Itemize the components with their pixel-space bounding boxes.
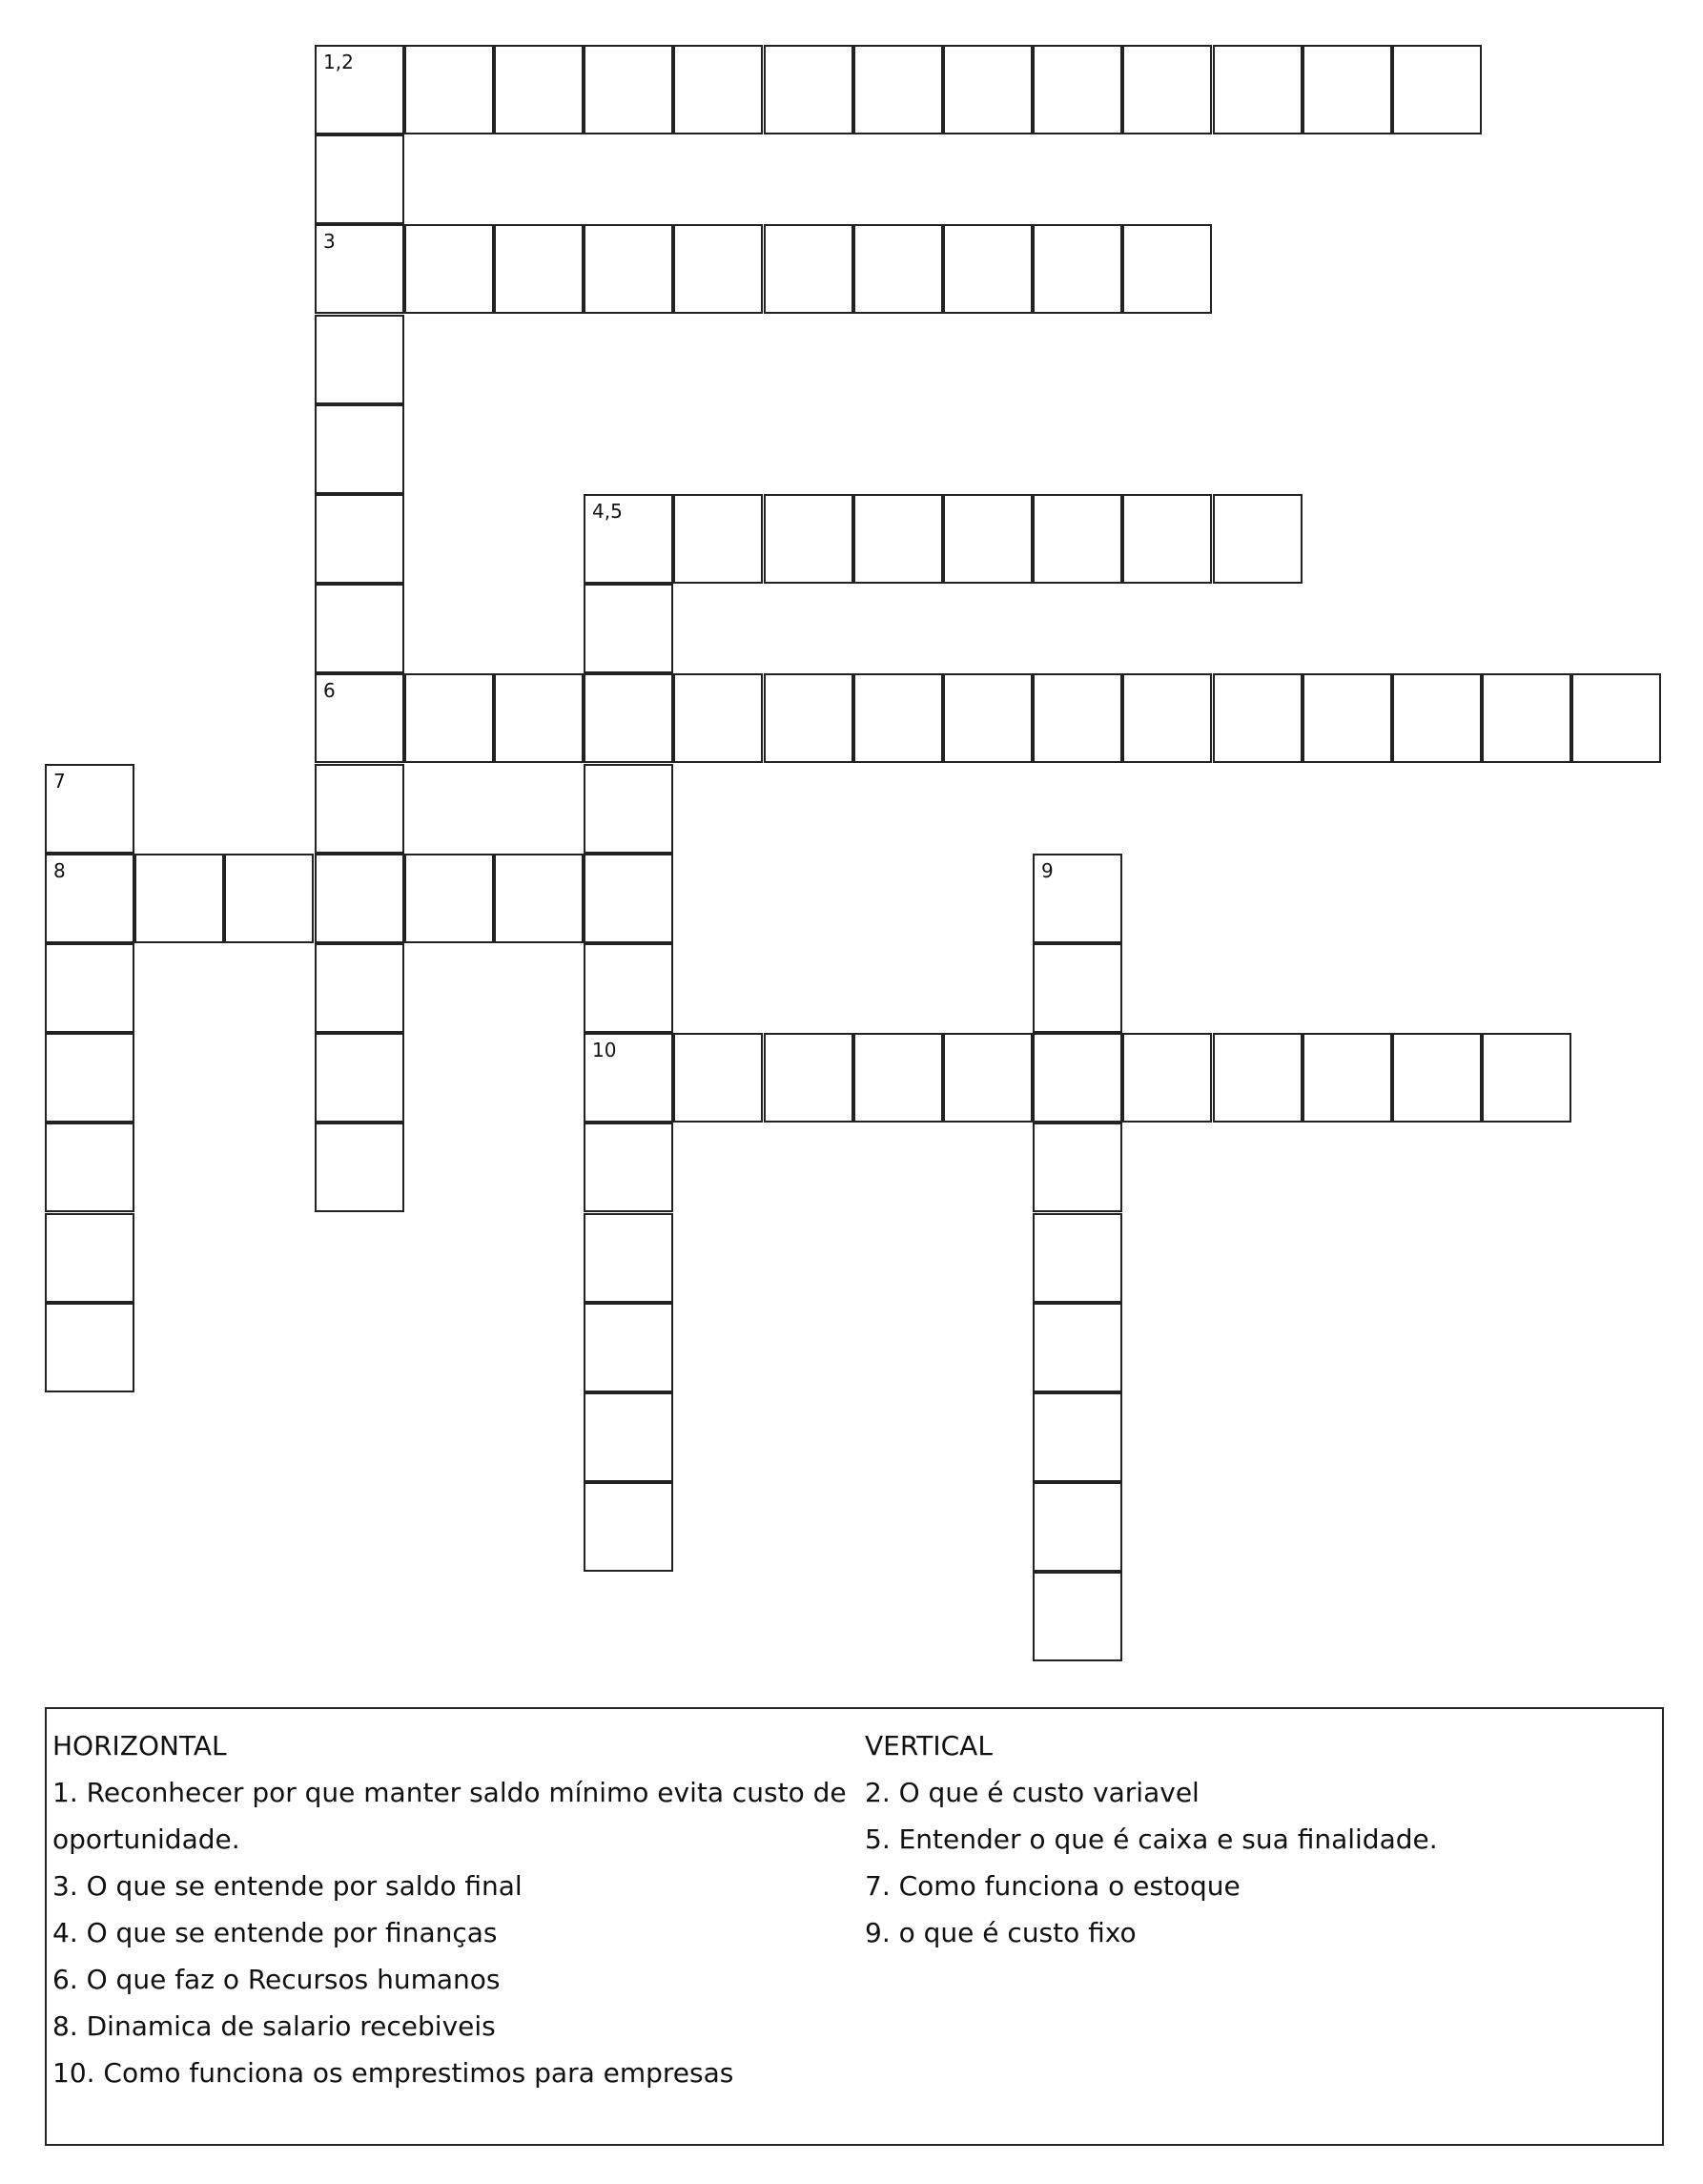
crossword-cell[interactable] xyxy=(315,943,404,1033)
crossword-cell[interactable] xyxy=(764,1033,853,1123)
crossword-cell[interactable] xyxy=(1033,1123,1122,1212)
crossword-cell[interactable] xyxy=(1033,1572,1122,1661)
clue-number: 6 xyxy=(323,679,336,702)
crossword-cell[interactable] xyxy=(943,1033,1033,1123)
crossword-cell[interactable] xyxy=(45,1033,134,1123)
crossword-cell[interactable] xyxy=(584,1482,673,1572)
crossword-cell[interactable] xyxy=(853,45,943,134)
horizontal-clues xyxy=(52,1722,853,2096)
crossword-cell[interactable] xyxy=(315,134,404,224)
crossword-cell[interactable] xyxy=(1303,45,1392,134)
horizontal-clue: oportunidade. xyxy=(52,1823,240,1855)
crossword-cell[interactable] xyxy=(1122,224,1212,314)
vertical-clue: 5. Entender o que é caixa e sua finalidade. xyxy=(865,1823,1438,1855)
crossword-cell[interactable] xyxy=(315,1033,404,1123)
crossword-cell[interactable] xyxy=(315,404,404,494)
crossword-cell[interactable] xyxy=(584,673,673,763)
clue-number: 4,5 xyxy=(592,500,623,523)
crossword-cell[interactable] xyxy=(764,224,853,314)
crossword-cell[interactable] xyxy=(404,854,494,943)
crossword-cell[interactable] xyxy=(1122,673,1212,763)
clue-number: 3 xyxy=(323,230,336,253)
crossword-cell[interactable] xyxy=(584,943,673,1033)
crossword-cell[interactable] xyxy=(764,673,853,763)
crossword-cell[interactable] xyxy=(315,224,404,314)
crossword-cell[interactable] xyxy=(1482,673,1571,763)
crossword-cell[interactable] xyxy=(1033,224,1122,314)
crossword-cell[interactable] xyxy=(1122,494,1212,584)
crossword-cell[interactable] xyxy=(1122,1033,1212,1123)
crossword-cell[interactable] xyxy=(315,854,404,943)
crossword-cell[interactable] xyxy=(943,673,1033,763)
crossword-cell[interactable] xyxy=(494,224,584,314)
vertical-clues xyxy=(865,1722,1647,1956)
crossword-cell[interactable] xyxy=(1392,45,1482,134)
crossword-cell[interactable] xyxy=(584,1392,673,1482)
vertical-clue: 9. o que é custo fixo xyxy=(865,1917,1137,1948)
clue-number: 8 xyxy=(53,859,66,882)
crossword-cell[interactable] xyxy=(1482,1033,1571,1123)
crossword-cell[interactable] xyxy=(584,45,673,134)
crossword-cell[interactable] xyxy=(943,45,1033,134)
crossword-cell[interactable] xyxy=(1213,45,1303,134)
crossword-cell[interactable] xyxy=(673,494,763,584)
crossword-cell[interactable] xyxy=(45,1303,134,1392)
crossword-cell[interactable] xyxy=(584,1033,673,1123)
crossword-cell[interactable] xyxy=(853,1033,943,1123)
crossword-cell[interactable] xyxy=(853,224,943,314)
crossword-cell[interactable] xyxy=(584,224,673,314)
crossword-cell[interactable] xyxy=(1033,494,1122,584)
crossword-cell[interactable] xyxy=(1303,1033,1392,1123)
crossword-cell[interactable] xyxy=(1033,854,1122,943)
crossword-cell[interactable] xyxy=(315,315,404,404)
crossword-cell[interactable] xyxy=(584,1213,673,1303)
crossword-cell[interactable] xyxy=(494,45,584,134)
crossword-cell[interactable] xyxy=(315,45,404,134)
crossword-cell[interactable] xyxy=(943,224,1033,314)
vertical-heading: VERTICAL xyxy=(865,1730,993,1762)
crossword-cell[interactable] xyxy=(134,854,224,943)
crossword-cell[interactable] xyxy=(404,224,494,314)
crossword-cell[interactable] xyxy=(673,1033,763,1123)
crossword-cell[interactable] xyxy=(673,673,763,763)
crossword-cell[interactable] xyxy=(315,1123,404,1212)
crossword-cell[interactable] xyxy=(764,494,853,584)
crossword-cell[interactable] xyxy=(584,764,673,854)
crossword-cell[interactable] xyxy=(584,854,673,943)
crossword-cell[interactable] xyxy=(1033,1033,1122,1123)
vertical-clue: 2. O que é custo variavel xyxy=(865,1777,1200,1808)
horizontal-clue: 1. Reconhecer por que manter saldo mínimo evita custo de xyxy=(52,1777,847,1808)
crossword-cell[interactable] xyxy=(1033,943,1122,1033)
crossword-cell[interactable] xyxy=(45,943,134,1033)
crossword-cell[interactable] xyxy=(404,673,494,763)
crossword-cell[interactable] xyxy=(584,494,673,584)
crossword-cell[interactable] xyxy=(584,584,673,673)
horizontal-clue: 10. Como funciona os emprestimos para empresas xyxy=(52,2057,734,2089)
crossword-cell[interactable] xyxy=(1033,1303,1122,1392)
crossword-cell[interactable] xyxy=(673,224,763,314)
crossword-cell[interactable] xyxy=(1571,673,1661,763)
horizontal-clue: 8. Dinamica de salario recebiveis xyxy=(52,2010,496,2042)
crossword-cell[interactable] xyxy=(315,494,404,584)
crossword-cell[interactable] xyxy=(584,1303,673,1392)
vertical-clue: 7. Como funciona o estoque xyxy=(865,1870,1241,1902)
crossword-cell[interactable] xyxy=(1213,494,1303,584)
crossword-cell[interactable] xyxy=(1213,1033,1303,1123)
crossword-cell[interactable] xyxy=(1303,673,1392,763)
horizontal-clue: 3. O que se entende por saldo final xyxy=(52,1870,523,1902)
crossword-cell[interactable] xyxy=(45,764,134,854)
crossword-cell[interactable] xyxy=(1033,45,1122,134)
crossword-cell[interactable] xyxy=(853,673,943,763)
crossword-cell[interactable] xyxy=(45,854,134,943)
crossword-cell[interactable] xyxy=(764,45,853,134)
horizontal-clue: 4. O que se entende por finanças xyxy=(52,1917,498,1948)
crossword-cell[interactable] xyxy=(1213,673,1303,763)
horizontal-clue: 6. O que faz o Recursos humanos xyxy=(52,1964,501,1995)
crossword-cell[interactable] xyxy=(315,673,404,763)
crossword-cell[interactable] xyxy=(943,494,1033,584)
crossword-cell[interactable] xyxy=(1392,1033,1482,1123)
crossword-cell[interactable] xyxy=(404,45,494,134)
crossword-cell[interactable] xyxy=(1033,673,1122,763)
crossword-cell[interactable] xyxy=(1033,1392,1122,1482)
crossword-cell[interactable] xyxy=(45,1123,134,1212)
crossword-cell[interactable] xyxy=(1392,673,1482,763)
crossword-cell[interactable] xyxy=(1122,45,1212,134)
crossword-cell[interactable] xyxy=(224,854,314,943)
crossword-cell[interactable] xyxy=(494,673,584,763)
clue-number: 1,2 xyxy=(323,51,354,73)
crossword-cell[interactable] xyxy=(673,45,763,134)
crossword-cell[interactable] xyxy=(1033,1482,1122,1572)
horizontal-heading: HORIZONTAL xyxy=(52,1730,227,1762)
clue-number: 9 xyxy=(1041,859,1054,882)
crossword-cell[interactable] xyxy=(494,854,584,943)
crossword-cell[interactable] xyxy=(315,764,404,854)
crossword-cell[interactable] xyxy=(45,1213,134,1303)
crossword-cell[interactable] xyxy=(315,584,404,673)
crossword-cell[interactable] xyxy=(584,1123,673,1212)
clues-box xyxy=(45,1707,1664,2146)
crossword-cell[interactable] xyxy=(853,494,943,584)
clue-number: 7 xyxy=(53,770,66,793)
clue-number: 10 xyxy=(592,1039,617,1061)
crossword-cell[interactable] xyxy=(1033,1213,1122,1303)
